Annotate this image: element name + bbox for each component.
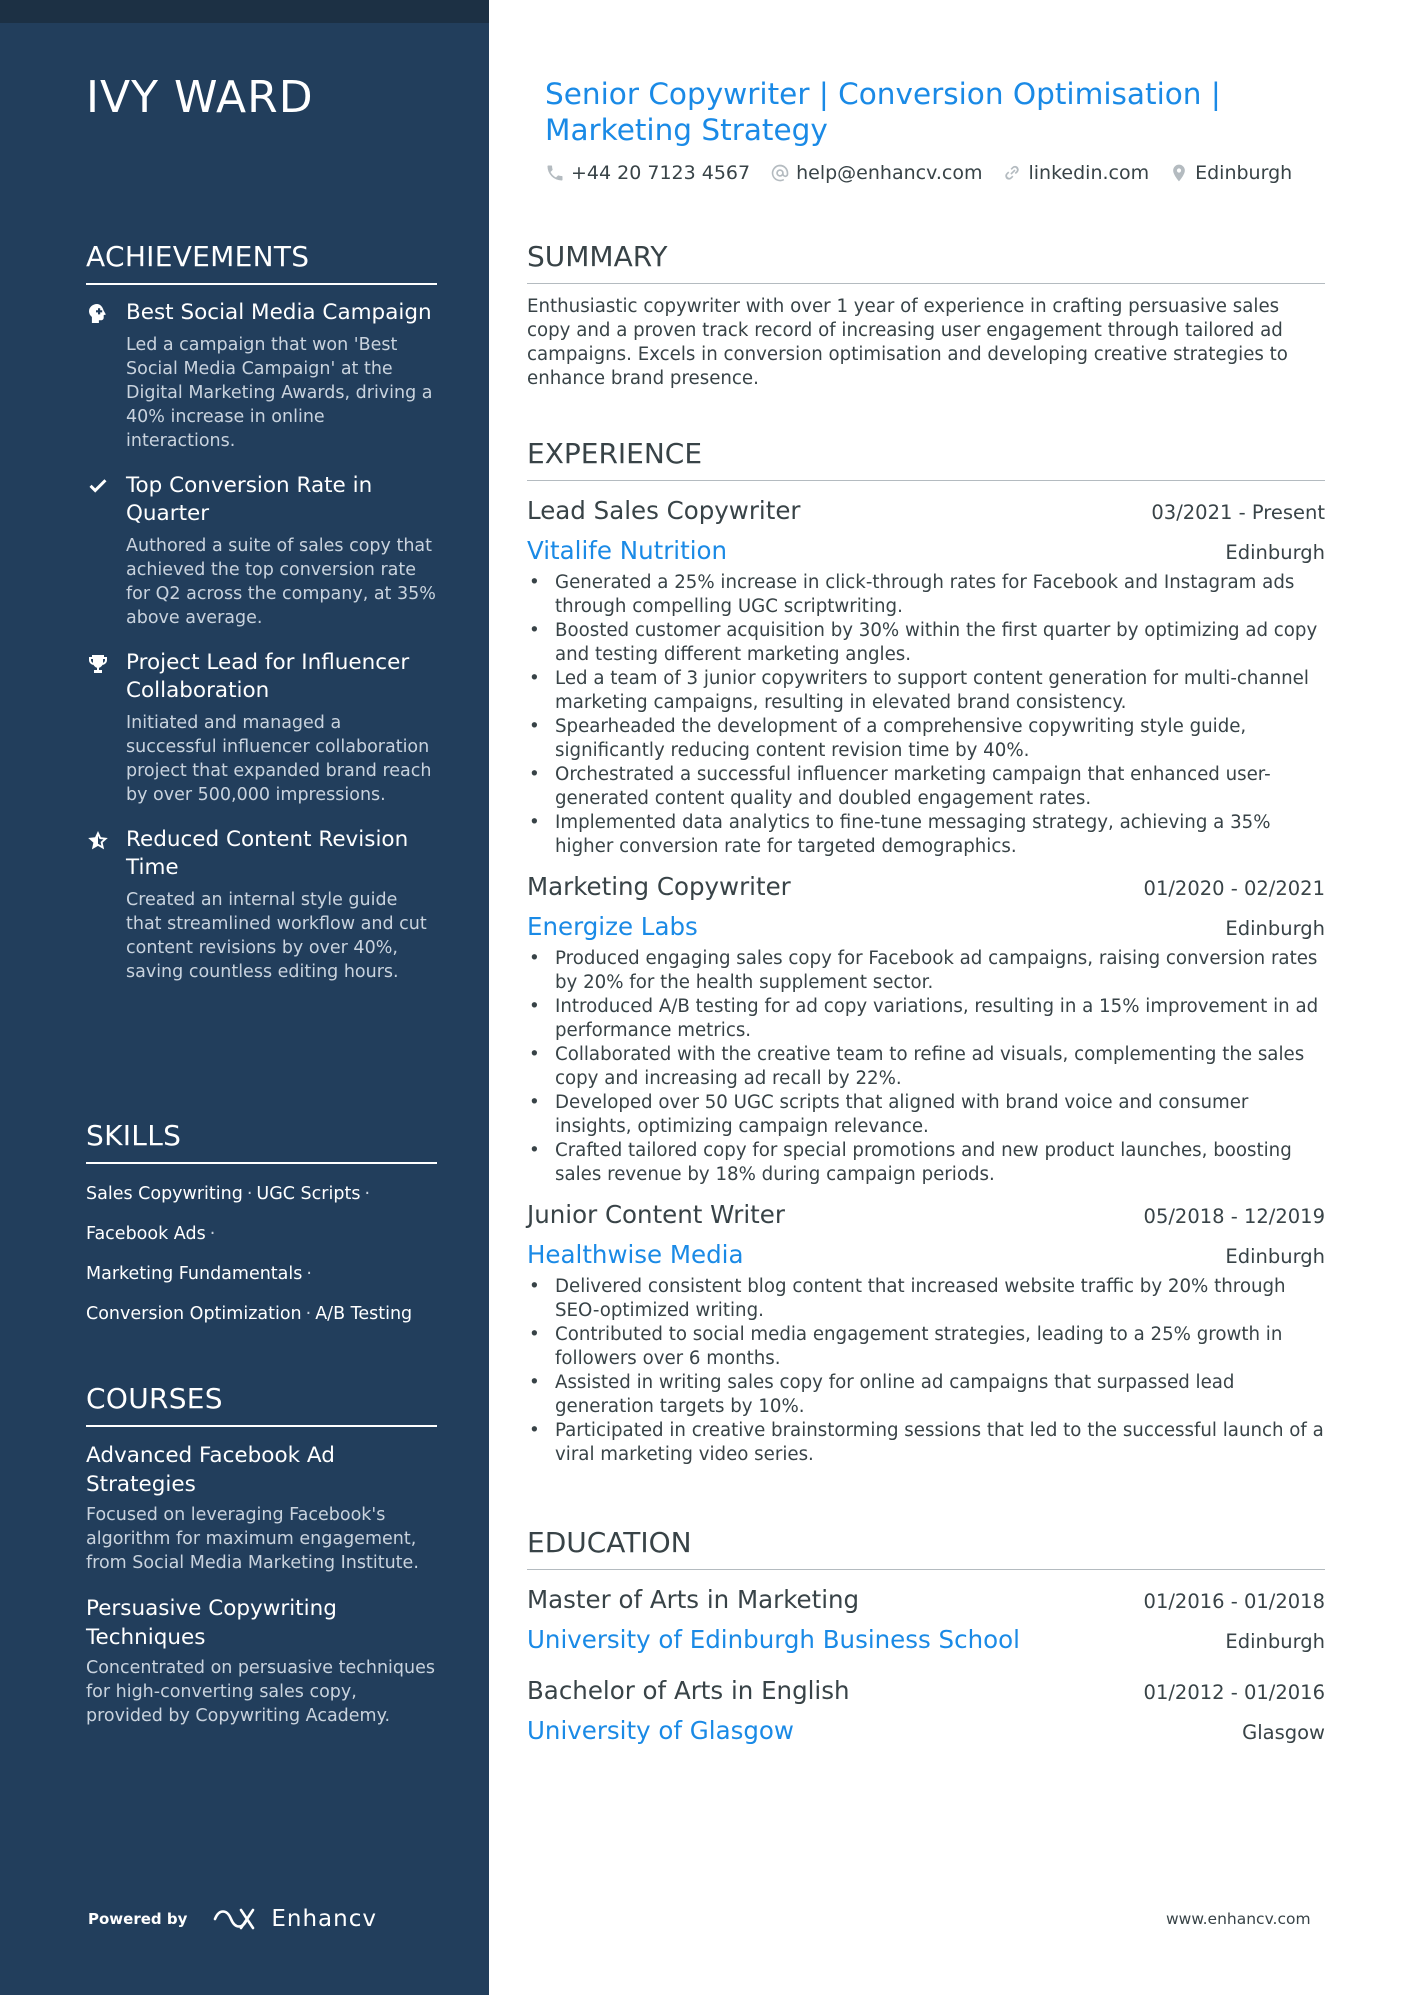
education-entry <box>527 1671 1325 1751</box>
job-bullet: • Contributed to social media engagement strategies, leading to a 25% growth in followers over 6 months. <box>527 1323 1325 1371</box>
job-entry <box>527 867 1325 1187</box>
enhancv-logo-icon <box>213 1906 259 1932</box>
achievement-item <box>86 472 437 630</box>
achievement-title: Project Lead for Influencer Collaboration <box>126 650 410 703</box>
experience-heading: EXPERIENCE <box>527 437 1325 481</box>
education-header <box>527 1671 1325 1711</box>
course-title: Persuasive Copywriting Techniques <box>86 1596 337 1650</box>
job-location: Edinburgh <box>1225 541 1325 564</box>
skill-tag: Marketing Fundamentals <box>86 1264 303 1284</box>
course-description: Focused on leveraging Facebook's algorithm for maximum engagement, from Social Media Marketing Institute. <box>86 1505 419 1573</box>
job-subheader <box>527 1235 1325 1275</box>
course-item <box>86 1594 437 1728</box>
job-header <box>527 491 1325 531</box>
job-title: Lead Sales Copywriter <box>527 496 801 525</box>
experience-section <box>527 437 1325 1467</box>
education-dates: 01/2012 - 01/2016 <box>1143 1681 1325 1704</box>
job-dates: 05/2018 - 12/2019 <box>1143 1205 1325 1228</box>
job-bullet: • Spearheaded the development of a comprehensive copywriting style guide, significantly reducing content revision time by 40%. <box>527 715 1325 763</box>
skills-line: Sales Copywriting · UGC Scripts · <box>86 1184 371 1204</box>
courses-section <box>86 1382 437 1728</box>
summary-heading: SUMMARY <box>527 240 1325 284</box>
education-location: Edinburgh <box>1225 1630 1325 1653</box>
skill-tag: UGC Scripts <box>256 1184 361 1204</box>
powered-by <box>88 1906 377 1932</box>
job-location: Edinburgh <box>1225 1245 1325 1268</box>
powered-by-label: Powered by <box>88 1910 188 1928</box>
job-bullet: • Generated a 25% increase in click-through rates for Facebook and Instagram ads through compelling UGC scriptwriting. <box>527 571 1325 619</box>
skills-line: Marketing Fundamentals · <box>86 1264 312 1284</box>
courses-heading: COURSES <box>86 1382 437 1427</box>
job-bullet: • Produced engaging sales copy for Facebook ad campaigns, raising conversion rates by 20% for the health supplement sector. <box>527 947 1325 995</box>
job-dates: 03/2021 - Present <box>1151 501 1325 524</box>
education-subheader <box>527 1620 1325 1660</box>
achievement-title: Top Conversion Rate in Quarter <box>126 473 373 526</box>
job-header <box>527 867 1325 907</box>
degree-title: Master of Arts in Marketing <box>527 1585 860 1614</box>
phone-icon <box>545 163 565 183</box>
job-bullet: • Introduced A/B testing for ad copy variations, resulting in a 15% improvement in ad performance metrics. <box>527 995 1325 1043</box>
job-bullet: • Participated in creative brainstorming sessions that led to the successful launch of a viral marketing video series. <box>527 1419 1325 1467</box>
job-subheader <box>527 531 1325 571</box>
skill-tag: Conversion Optimization <box>86 1304 302 1324</box>
job-bullet: • Assisted in writing sales copy for online ad campaigns that surpassed lead generation targets by 10%. <box>527 1371 1325 1419</box>
school-name: University of Glasgow <box>527 1716 794 1745</box>
job-bullet: • Led a team of 3 junior copywriters to support content generation for multi-channel marketing campaigns, resulting in elevated brand consistency. <box>527 667 1325 715</box>
degree-title: Bachelor of Arts in English <box>527 1676 850 1705</box>
course-item <box>86 1441 437 1575</box>
map-pin-icon <box>1169 163 1189 183</box>
education-dates: 01/2016 - 01/2018 <box>1143 1590 1325 1613</box>
summary-text: Enthusiastic copywriter with over 1 year of experience in crafting persuasive sales copy and a proven track record of increasing user engagement through tailored ad campaigns. Excels in conversion optimisation and developing creative strategies to enhance brand presence. <box>527 296 1288 389</box>
job-dates: 01/2020 - 02/2021 <box>1143 877 1325 900</box>
education-entry <box>527 1580 1325 1660</box>
job-bullets <box>527 947 1325 1187</box>
job-entry <box>527 491 1325 859</box>
star-half-icon <box>86 829 110 853</box>
achievement-title: Best Social Media Campaign <box>126 300 432 325</box>
achievement-description: Led a campaign that won 'Best Social Media Campaign' at the Digital Marketing Awards, driving a 40% increase in online interactions. <box>126 335 433 451</box>
trophy-icon <box>86 652 110 676</box>
skills-line: Facebook Ads · <box>86 1224 216 1244</box>
skills-section <box>86 1119 437 1340</box>
contact-linkedin[interactable] <box>1002 162 1149 184</box>
footer-url[interactable]: www.enhancv.com <box>1166 1910 1311 1928</box>
course-description: Concentrated on persuasive techniques for high-converting sales copy, provided by Copywriting Academy. <box>86 1658 435 1726</box>
contact-location <box>1169 162 1292 184</box>
course-title: Advanced Facebook Ad Strategies <box>86 1443 335 1497</box>
contact-bar <box>545 162 1312 184</box>
job-bullet: • Implemented data analytics to fine-tune messaging strategy, achieving a 35% higher conversion rate for targeted demographics. <box>527 811 1325 859</box>
job-subheader <box>527 907 1325 947</box>
achievement-item <box>86 826 437 984</box>
job-company: Healthwise Media <box>527 1240 744 1269</box>
candidate-name: IVY WARD <box>86 72 314 123</box>
achievement-title: Reduced Content Revision Time <box>126 827 409 880</box>
job-bullets <box>527 571 1325 859</box>
phone-text: +44 20 7123 4567 <box>571 162 751 184</box>
job-bullet: • Developed over 50 UGC scripts that aligned with brand voice and consumer insights, optimizing campaign relevance. <box>527 1091 1325 1139</box>
enhancv-brand-name: Enhancv <box>271 1906 377 1932</box>
job-company: Energize Labs <box>527 912 698 941</box>
education-location: Glasgow <box>1242 1721 1325 1744</box>
skills-heading: SKILLS <box>86 1119 437 1164</box>
summary-section <box>527 240 1325 391</box>
job-bullet: • Boosted customer acquisition by 30% within the first quarter by optimizing ad copy and testing different marketing angles. <box>527 619 1325 667</box>
skill-tag: A/B Testing <box>315 1304 413 1324</box>
job-bullet: • Crafted tailored copy for special promotions and new product launches, boosting sales revenue by 18% during campaign periods. <box>527 1139 1325 1187</box>
sidebar-top-bar <box>0 0 489 23</box>
skill-tag: Facebook Ads <box>86 1224 206 1244</box>
education-heading: EDUCATION <box>527 1526 1325 1570</box>
education-subheader <box>527 1711 1325 1751</box>
job-bullet: • Orchestrated a successful influencer marketing campaign that enhanced user-generated content quality and doubled engagement rates. <box>527 763 1325 811</box>
achievement-item <box>86 649 437 807</box>
job-location: Edinburgh <box>1225 917 1325 940</box>
contact-phone[interactable] <box>545 162 750 184</box>
location-text: Edinburgh <box>1195 162 1293 184</box>
achievements-heading: ACHIEVEMENTS <box>86 240 437 285</box>
brain-icon <box>86 302 110 326</box>
achievement-description: Created an internal style guide that streamlined workflow and cut content revisions by over 40%, saving countless editing hours. <box>126 890 427 982</box>
achievements-section <box>86 240 437 984</box>
achievement-description: Authored a suite of sales copy that achieved the top conversion rate for Q2 across the company, at 35% above average. <box>126 536 436 628</box>
skill-tag: Sales Copywriting <box>86 1184 243 1204</box>
linkedin-text: linkedin.com <box>1028 162 1150 184</box>
skills-list <box>86 1180 437 1340</box>
checkmark-icon <box>86 475 110 499</box>
school-name: University of Edinburgh Business School <box>527 1625 1020 1654</box>
contact-email[interactable] <box>770 162 982 184</box>
email-text: help@enhancv.com <box>796 162 983 184</box>
sidebar <box>0 0 489 1995</box>
job-company: Vitalife Nutrition <box>527 536 728 565</box>
education-section <box>527 1526 1325 1751</box>
job-header <box>527 1195 1325 1235</box>
job-bullets <box>527 1275 1325 1467</box>
at-sign-icon <box>770 163 790 183</box>
skills-line: Conversion Optimization · A/B Testing <box>86 1304 413 1324</box>
job-title: Marketing Copywriter <box>527 872 791 901</box>
job-title: Junior Content Writer <box>527 1200 785 1229</box>
job-entry <box>527 1195 1325 1467</box>
achievement-description: Initiated and managed a successful influencer collaboration project that expanded brand reach by over 500,000 impressions. <box>126 713 432 805</box>
job-bullet: • Collaborated with the creative team to refine ad visuals, complementing the sales copy and increasing ad recall by 22%. <box>527 1043 1325 1091</box>
education-header <box>527 1580 1325 1620</box>
headline: Senior Copywriter | Conversion Optimisation | Marketing Strategy <box>545 77 1221 147</box>
link-icon <box>1002 163 1022 183</box>
job-bullet: • Delivered consistent blog content that increased website traffic by 20% through SEO-optimized writing. <box>527 1275 1325 1323</box>
achievement-item <box>86 299 437 453</box>
